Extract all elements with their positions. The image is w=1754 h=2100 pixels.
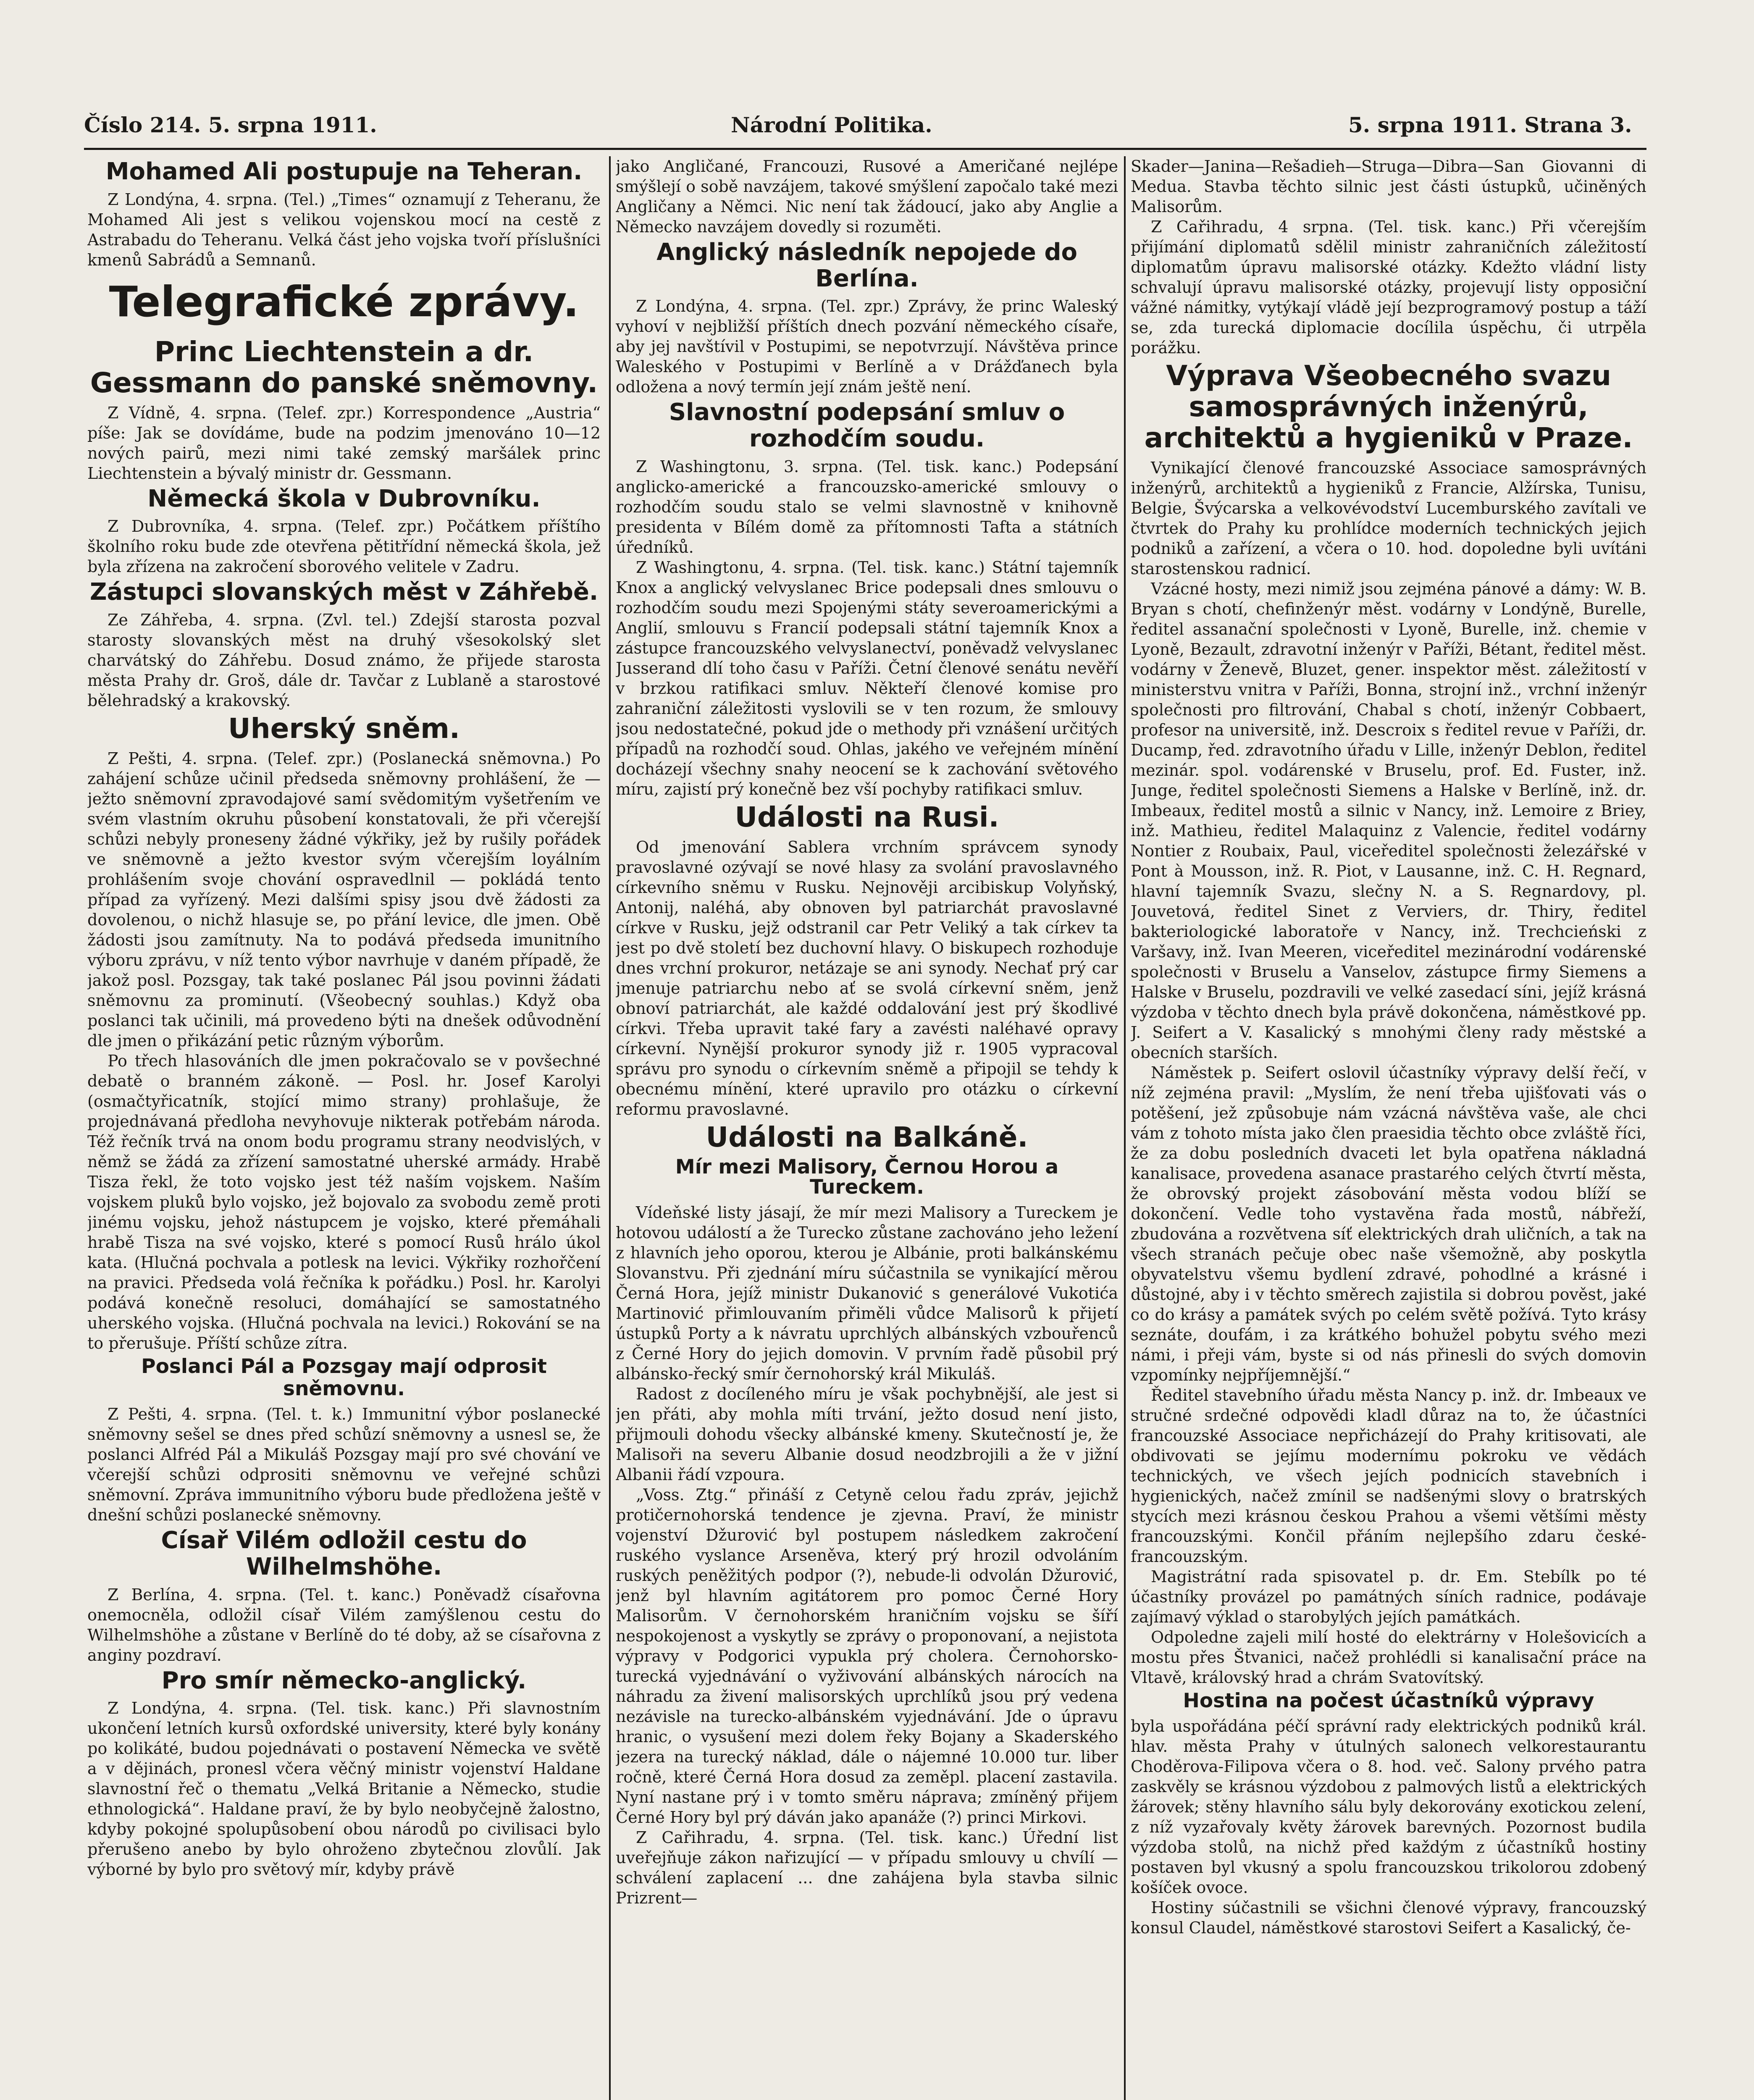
header-rule xyxy=(84,148,1646,150)
article-text: Z Vídně, 4. srpna. (Telef. zpr.) Korrespondence „Austria“ píše: Jak se dovídáme, bude na podzim jmenováno 10—12 nových pairů, mezi nimi také zemský maršálek princ Liechtenstein a bývalý ministr dr. Gessmann. xyxy=(87,403,601,483)
headline-dubrovnik-school: Německá škola v Dubrovníku. xyxy=(147,485,541,512)
newspaper-masthead: Národní Politika. xyxy=(731,113,932,137)
article-text: Skader—Janina—Rešadieh—Struga—Dibra—San Giovanni di Medua. Stavba těchto silnic jest části ústupků, učiněných Malisorům. xyxy=(1131,157,1646,216)
page-date-number: 5. srpna 1911. Strana 3. xyxy=(1348,113,1632,137)
column-2 xyxy=(616,156,1118,2100)
article-text: Vzácné hosty, mezi nimiž jsou zejména pánové a dámy: W. B. Bryan s chotí, chefinženýr měst. vodárny v Londýně, Burelle, ředitel assanační společnosti v Lyoně, Burelle, inž. chemie v Lyoně, Bezault, zdravotní inženýr v Paříži, Bétant, ředitel měst. vodárny v Ženevě, Bluzet, gener. inspektor měst. záležitostí v ministerstvu vnitra v Paříži, Bonna, strojní inž., vrchní inženýr společnosti pro filtrování, Chabal s chotí, inženýr Cobbaert, profesor na universitě, inž. Descroix s ředitel revue v Paříži, dr. Ducamp, řed. zdravotního úřadu v Lille, inženýr Deblon, ředitel mezinár. spol. vodárenské v Bruselu, prof. Ed. Fuster, inž. Junge, ředitel společnosti Siemens a Halske v Berlíně, inž. dr. Imbeaux, ředitel mostů a silnic v Nancy, inž. Lemoire z Briey, inž. Mathieu, ředitel Malaquinz z Valencie, ředitel vodárny Nontier z Roubaix, Paul, viceředitel společnosti železářské v Pont à Mousson, inž. R. Piot, v Lausanne, inž. C. H. Regnard, hlavní tajemník Svazu, slečny N. a S. Regnardovy, pl. Jouvetová, ředitel Sinet z Verviers, dr. Thiry, ředitel bakteriologické laboratoře v Nancy, inž. Trechcieński z Varšavy, inž. Ivan Meeren, viceředitel mezinárodní vodárenské společnosti v Bruselu a Vanselov, zástupce firmy Siemens a Halske v Bruselu, pozdravili ve velké zasedací síni, jejíž krásná výzdoba v těchto dnech byla právě dokončena, náměstkové pp. J. Seifert a V. Kasalický s mnohými členy rady městské a obecních starších. xyxy=(1131,579,1646,1062)
article-text: Ředitel stavebního úřadu města Nancy p. inž. dr. Imbeaux ve stručné srdečné odpovědi kladl důraz na to, že účastníci francouzské Associace nepřicházejí do Prahy kritisovati, ale obdivovati se jejímu modernímu pokroku ve vědách technických, ve všech jejích podnicích stavebních i hygienických, načež zmínil se nadšenými slovy o bratrských stycích mezi krásnou českou Prahou a všemi většími městy francouzskými. Končil přáním nejlepšího zdaru české-francouzským. xyxy=(1131,1386,1646,1566)
article-text: „Voss. Ztg.“ přináší z Cetyně celou řadu zpráv, jejichž protičernohorská tendence je zjevna. Praví, že ministr vojenství Džurović byl postupem následkem zakročení ruského vyslance Arseněva, který prý hrozil odvoláním ruských peněžitých podpor (?), nebude-li odvolán Džurović, jenž byl hlavním agitátorem pro pomoc Černé Hory Malisorům. V černohorském hraničním vojsku se šíří nespokojenost a vyskytly se zprávy o proponovaní, a nejistota výpravy v Podgorici vypukla prý cholera. Černohorsko-turecká vyjednávání o vyživování albánských nárocích na náhradu za živení malisorských uprchlíků jsou prý vedena nezávisle na turecko-albánském vyjednávání. Jde o úpravu hranic, o vysušení mezi dolem řeky Bojany a Skaderského jezera na turecký náklad, dále o nájemné 10.000 tur. liber ročně, které Černá Hora dosud za zeměpl. placení zastavila. Nyní nastane prý i v tomto směru náprava; zmíněný přijem Černé Hory byl prý dáván jako apanáže (?) princi Mirkovi. xyxy=(616,1485,1118,1827)
article-text: Od jmenování Sablera vrchním správcem synody pravoslavné ozývají se nové hlasy za svolání pravoslavného církevního sněmu v Rusku. Nejnověji arcibiskup Volyňský, Antonij, naléhá, aby obnoven byl patriarchát pravoslavné církve v Rusku, jejž odstranil car Petr Veliký a tak církev ta jest po dvě století bez duchovní hlavy. O biskupech rozhoduje dnes vrchní prokuror, netázaje se ani synody. Nechať prý car jmenuje patriarchu nebo ať se svolá církevní sněm, jenž obnoví patriarchát, ale každé oddalování jest prý škodlivé církvi. Třeba upravit také fary a zavésti naléhavé opravy církevní. Nynější prokuror synody již r. 1905 vypracoval správu pro synodu o církevním sněmě a připojil se tehdy k obecnému mínění, které upravilo pro otázku o církevní reformu pravoslavné. xyxy=(616,837,1118,1118)
article-text: Z Dubrovníka, 4. srpna. (Telef. zpr.) Počátkem příštího školního roku bude zde otevřena pětitřídní německá škola, jež byla zřízena na zakročení sborového velitele v Zadru. xyxy=(87,517,601,576)
page-header xyxy=(84,113,1646,146)
headline-banquet: Hostina na počest účastníků výpravy xyxy=(1183,1689,1594,1712)
column-divider-1 xyxy=(609,156,611,2100)
headline-events-in-balkans: Události na Balkáně. xyxy=(706,1121,1028,1153)
article-text: Radost z docíleného míru je však pochybnější, ale jest si jen přáti, aby mohla míti trvání, ježto dosud není jisto, přijmouli dohodu všecky albánské kmeny. Skutečností je, že Malisoři na severu Albanie dosud neodzbrojili a že v jižní Albanii řádí vzpoura. xyxy=(616,1384,1118,1484)
section-title-telegraphs: Telegrafické zprávy. xyxy=(109,277,579,326)
article-text: Magistrátní rada spisovatel p. dr. Em. Stebílk po té účastníky provázel po památných síních radnice, podávaje zajímavý výklad o starobylých jejích památkách. xyxy=(1131,1567,1646,1626)
headline-events-in-russia: Události na Rusi. xyxy=(735,801,999,833)
article-text: Z Londýna, 4. srpna. (Tel. zpr.) Zprávy, že princ Waleský vyhoví v nejbližší příštích dnech pozvání německého císaře, aby jej navštívil v Postupimi, se nepotvrzují. Návštěva prince Waleského v Postupimi v Berlíně a v Drážďanech byla odložena a nový termín její znám ještě není. xyxy=(616,297,1118,396)
headline-pal-pozsgay: Poslanci Pál a Pozsgay mají odprosit sněmovnu. xyxy=(141,1354,547,1400)
headline-mohamed-ali: Mohamed Ali postupuje na Teheran. xyxy=(105,158,583,185)
article-text: Z Londýna, 4. srpna. (Tel.) „Times“ oznamují z Teheranu, že Mohamed Ali jest s velikou vojenskou mocí na cestě z Astrabadu do Teheranu. Velká část jeho vojska tvoří příslušníci kmenů Sabrádů a Semnanů. xyxy=(87,190,601,269)
headline-hungarian-diet: Uherský sněm. xyxy=(228,712,460,745)
article-text: byla uspořádána péčí správní rady elektrických podniků král. hlav. města Prahy v útulných salonech velkorestaurantu Choděrova-Filipova včera o 8. hod. več. Salony prvého patra zaskvěly se krásnou výzdobou z palmových listů a elektrických žárovek; stěny hlavního sálu byly dekorovány exotickou zelení, z níž vyzařovaly květy žárovek barevných. Pozornost budila výzdoba stolů, na nichž před každým z účastníků hostiny postaven byl vkusný a spolu francouzskou trikolorou zdobený košíček ovoce. xyxy=(1131,1717,1646,1897)
article-text: Odpoledne zajeli milí hosté do elektrárny v Holešovicích a mostu přes Štvanici, načež prohlédli si kanalisační práce na Vltavě, královský hrad a chrám Svatovítský. xyxy=(1131,1628,1646,1687)
column-1 xyxy=(87,156,601,2100)
article-text: Po třech hlasováních dle jmen pokračovalo se v povšechné debatě o branném zákoně. — Posl. hr. Josef Karolyi (osmačtyřicatník, stojící mimo strany) prohlašuje, že projednávaná předloha nevyhovuje nikterak potřebám národa. Též řečník trvá na onom bodu programu strany neodvislých, v němž se žádá za zřízení samostatné uherské armády. Hrabě Tisza řekl, že toto vojsko jest též naším vojskem. Naším vojskem pluků bylo vojsko, jež bojovalo za svobodu země proti jinému vojsku, jehož nástupcem je vojsko, které přemáhali hrabě Tisza na své vojsko, které s pomocí Rusů hrálo úkol kata. (Hlučná pochvala a potlesk na levici. Výkřiky rozhořčení na pravici. Předseda volá řečníka k pořádku.) Posl. hr. Karolyi podává konečně resoluci, domáhající se samostatného uherského vojska. (Hlučná pochvala na levici.) Rokování se na to přerušuje. Příští schůze zítra. xyxy=(87,1051,601,1352)
headline-german-english-peace: Pro smír německo-anglický. xyxy=(161,1667,527,1694)
subheadline-malisor-peace: Mír mezi Malisory, Černou Horou a Tureckem. xyxy=(675,1155,1059,1199)
headline-prince-of-wales: Anglický následník nepojede do Berlína. xyxy=(656,239,1077,292)
article-text: Z Pešti, 4. srpna. (Tel. t. k.) Immunitní výbor poslanecké sněmovny sešel se dnes před schůzí sněmovny a usnesl se, že poslanci Alfréd Pál a Mikuláš Pozsgay mají pro své chování ve včerejší schůzi odprositi sněmovnu ve veřejné schůzi sněmovní. Zpráva immunitního výboru bude předložena ještě v dnešní schůzi poslanecké sněmovny. xyxy=(87,1405,601,1525)
article-text: Z Pešti, 4. srpna. (Telef. zpr.) (Poslanecká sněmovna.) Po zahájení schůze učinil předseda sněmovny prohlášení, že — ježto sněmovní zpravodajové samí svědomitým vyšetřením ve svém vlastním okruhu působení konstatovali, že při včerejší schůzi nebyly proneseny žádné výkřiky, jež by rušily pořádek ve sněmovně a ježto kvestor svým včerejším loyálním prohlášením svoje chování ospravedlnil — pokládá tento případ za vyřízený. Mezi dalšími spisy jsou dvě žádosti za dovolenou, o nichž hlasuje se, po přání levice, dle jmen. Obě žádosti jsou zamítnuty. Na to podává předseda imunitního výboru zprávu, v níž tento výbor navrhuje v daném případě, že jakož posl. Pozsgay, tak také poslanec Pál jsou povinni žádati sněmovnu za prominutí. (Všeobecný souhlas.) Když oba poslanci tak učinili, má provedeno býti na dnešek odůvodnění dle jmen o přikázání petic různým výborům. xyxy=(87,749,601,1050)
article-text: Ze Záhřeba, 4. srpna. (Zvl. tel.) Zdejší starosta pozval starosty slovanských měst na druhý všesokolský slet charvátský do Záhřebu. Dosud známo, že přijede starosta města Prahy dr. Groš, dále dr. Tavčar z Lublaně a starostové bělehradský a krakovský. xyxy=(87,610,601,710)
article-text: Z Londýna, 4. srpna. (Tel. tisk. kanc.) Při slavnostním ukončení letních kursů oxfordské university, které byly konány po kolikáté, budou pojednávati o postavení Německa ve světě a v dějinách, pronesl včera věčný ministr vojenství Haldane slavnostní řeč o thematu „Velká Britanie a Německo, studie ethnologická“. Haldane praví, že by bylo neobyčejně žalostno, kdyby pokojné spolupůsobení obou národů po civilisaci bylo přerušeno anebo by bylo ohroženo zbytečnou zlovůlí. Jak výborné by bylo pro světový mír, kdyby právě xyxy=(87,1699,601,1879)
article-text: Náměstek p. Seifert oslovil účastníky výpravy delší řečí, v níž zejména pravil: „Myslím, že není třeba ujišťovati vás o potěšení, jež způsobuje nám vzácná návštěva vaše, ale chci vám z tohoto místa jako člen praesidia těchto obce zvláště říci, že za dobu posledních dvaceti let byla opatřena nákladná kanalisace, provedena asanace prastarého celých čtvrtí města, že obrovský projekt zásobování města vodou blíží se dokončení. Vedle toho vystavěna řada mostů, nábřeží, zbudována a rozvětvena síť elektrických drah uličních, a tak na všech stranách pečuje obec naše všemožně, aby poskytla obyvatelstvu všemu bydlení zdravé, pohodlné a krásné i důstojné, aby i v těchto směrech zajistila si dobrou pověst, jaké co do krásy a památek svých po celém světě požívá. Tyto krásy seznáte, doufám, i za krátkého bohužel pobytu svého mezi námi, i přeji vám, byste si od nás přinesli do svých domovin vzpomínky nejpříjemnější.“ xyxy=(1131,1063,1646,1384)
article-text: jako Angličané, Francouzi, Rusové a Američané nejlépe smýšlejí o sobě navzájem, takové smýšlení započalo také mezi Angličany a Němci. Nic není tak žádoucí, jako aby Anglie a Německo navzájem dovedly si rozuměti. xyxy=(616,157,1118,236)
headline-engineers-expedition: Výprava Všeobecného svazu samosprávných inženýrů, architektů a hygieniků v Praze. xyxy=(1144,360,1633,454)
headline-liechtenstein: Princ Liechtenstein a dr. Gessmann do panské sněmovny. xyxy=(90,335,598,399)
headline-kaiser-wilhelm: Císař Vilém odložil cestu do Wilhelmshöhe. xyxy=(161,1527,527,1580)
article-text: Z Washingtonu, 3. srpna. (Tel. tisk. kanc.) Podepsání anglicko-americké a francouzsko-americké smlouvy o rozhodčím soudu stalo se velmi slavnostně v knihovně presidenta v Bílém domě za přítomnosti Tafta a státních úředníků. xyxy=(616,457,1118,556)
issue-info: Číslo 214. 5. srpna 1911. xyxy=(84,113,377,137)
headline-arbitration-treaties: Slavnostní podepsání smluv o rozhodčím soudu. xyxy=(669,399,1065,453)
article-text: Hostiny súčastnili se všichni členové výpravy, francouzský konsul Claudel, náměstkové starostovi Seifert a Kasalický, če- xyxy=(1131,1898,1646,1937)
headline-slavic-mayors: Zástupci slovanských měst v Záhřebě. xyxy=(89,578,599,606)
article-text: Vynikající členové francouzské Associace samosprávných inženýrů, architektů a hygieniků z Francie, Alžírska, Tunisu, Belgie, Švýcarska a velkovévodství Lucemburského zavítali ve čtvrtek do Prahy ku prohlídce moderních technických jejich podniků a zařízení, a včera o 10. hod. dopoledne byli uvítáni starostenskou radnicí. xyxy=(1131,458,1646,578)
article-text: Z Cařihradu, 4. srpna. (Tel. tisk. kanc.) Úřední list uveřejňuje zákon nařizující — v případu smlouvy u chvílí — schválení zaplacení ... dne zahájena byla stavba silnic Prizrent— xyxy=(616,1828,1118,1907)
article-text: Vídeňské listy jásají, že mír mezi Malisory a Tureckem je hotovou událostí a že Turecko zůstane zachováno jeho ležení z hlavních jeho oporou, kterou je Albánie, proti balkánskému Slovanstvu. Při zjednání míru súčastnila se vynikající měrou Černá Hora, jejíž ministr Dukanović s generálové Vukotića Martinović přimlouvaním přiměli vůdce Malisorů k přijetí ústupků Porty a k návratu uprchlých albánských vzbouřenců z Černé Hory do jejich domovin. V prvním řadě působil prý albánsko-řecký smír černohorský král Mikuláš. xyxy=(616,1203,1118,1383)
article-text: Z Washingtonu, 4. srpna. (Tel. tisk. kanc.) Státní tajemník Knox a anglický velvyslanec Brice podepsali dnes smlouvu o rozhodčím soudu mezi Spojenými státy severoamerickými a Anglií, smlouvu s Francií podepsali státní tajemník Knox a zástupce francouzského velvyslanectví, poněvadž velvyslanec Jusserand dlí toho času v Paříži. Četní členové senátu nevěří v brzkou ratifikaci smluv. Někteří členové komise pro zahraniční záležitosti vyslovili se v ten rozum, že smlouvy jsou nedostatečné, pokud jde o methody při vznášení určitých případů na rozhodčí soud. Ohlas, jakého ve veřejném mínění docházejí všechny snahy neocení se k zachování světového míru, zajistí prý konečně bez vší pochyby ratifikaci smluv. xyxy=(616,558,1118,798)
column-3 xyxy=(1131,156,1646,2100)
column-divider-2 xyxy=(1124,156,1126,2100)
article-text: Z Berlína, 4. srpna. (Tel. t. kanc.) Poněvadž císařovna onemocněla, odložil císař Vilém zamýšlenou cestu do Wilhelmshöhe a zůstane v Berlíně do té doby, až se císařovna z anginy pozdraví. xyxy=(87,1585,601,1664)
article-text: Z Cařihradu, 4 srpna. (Tel. tisk. kanc.) Při včerejším přijímání diplomatů sdělil ministr zahraničních záležitostí diplomatům úpravu malisorské otázky. Kdežto vládní listy schvalují úpravu malisorské otázky, projevují listy opposiční vážné námitky, vytýkají vládě její bezprogramový postup a táží se, zda turecká diplomacie docílila úspěchu, či utrpěla porážku. xyxy=(1131,218,1646,357)
